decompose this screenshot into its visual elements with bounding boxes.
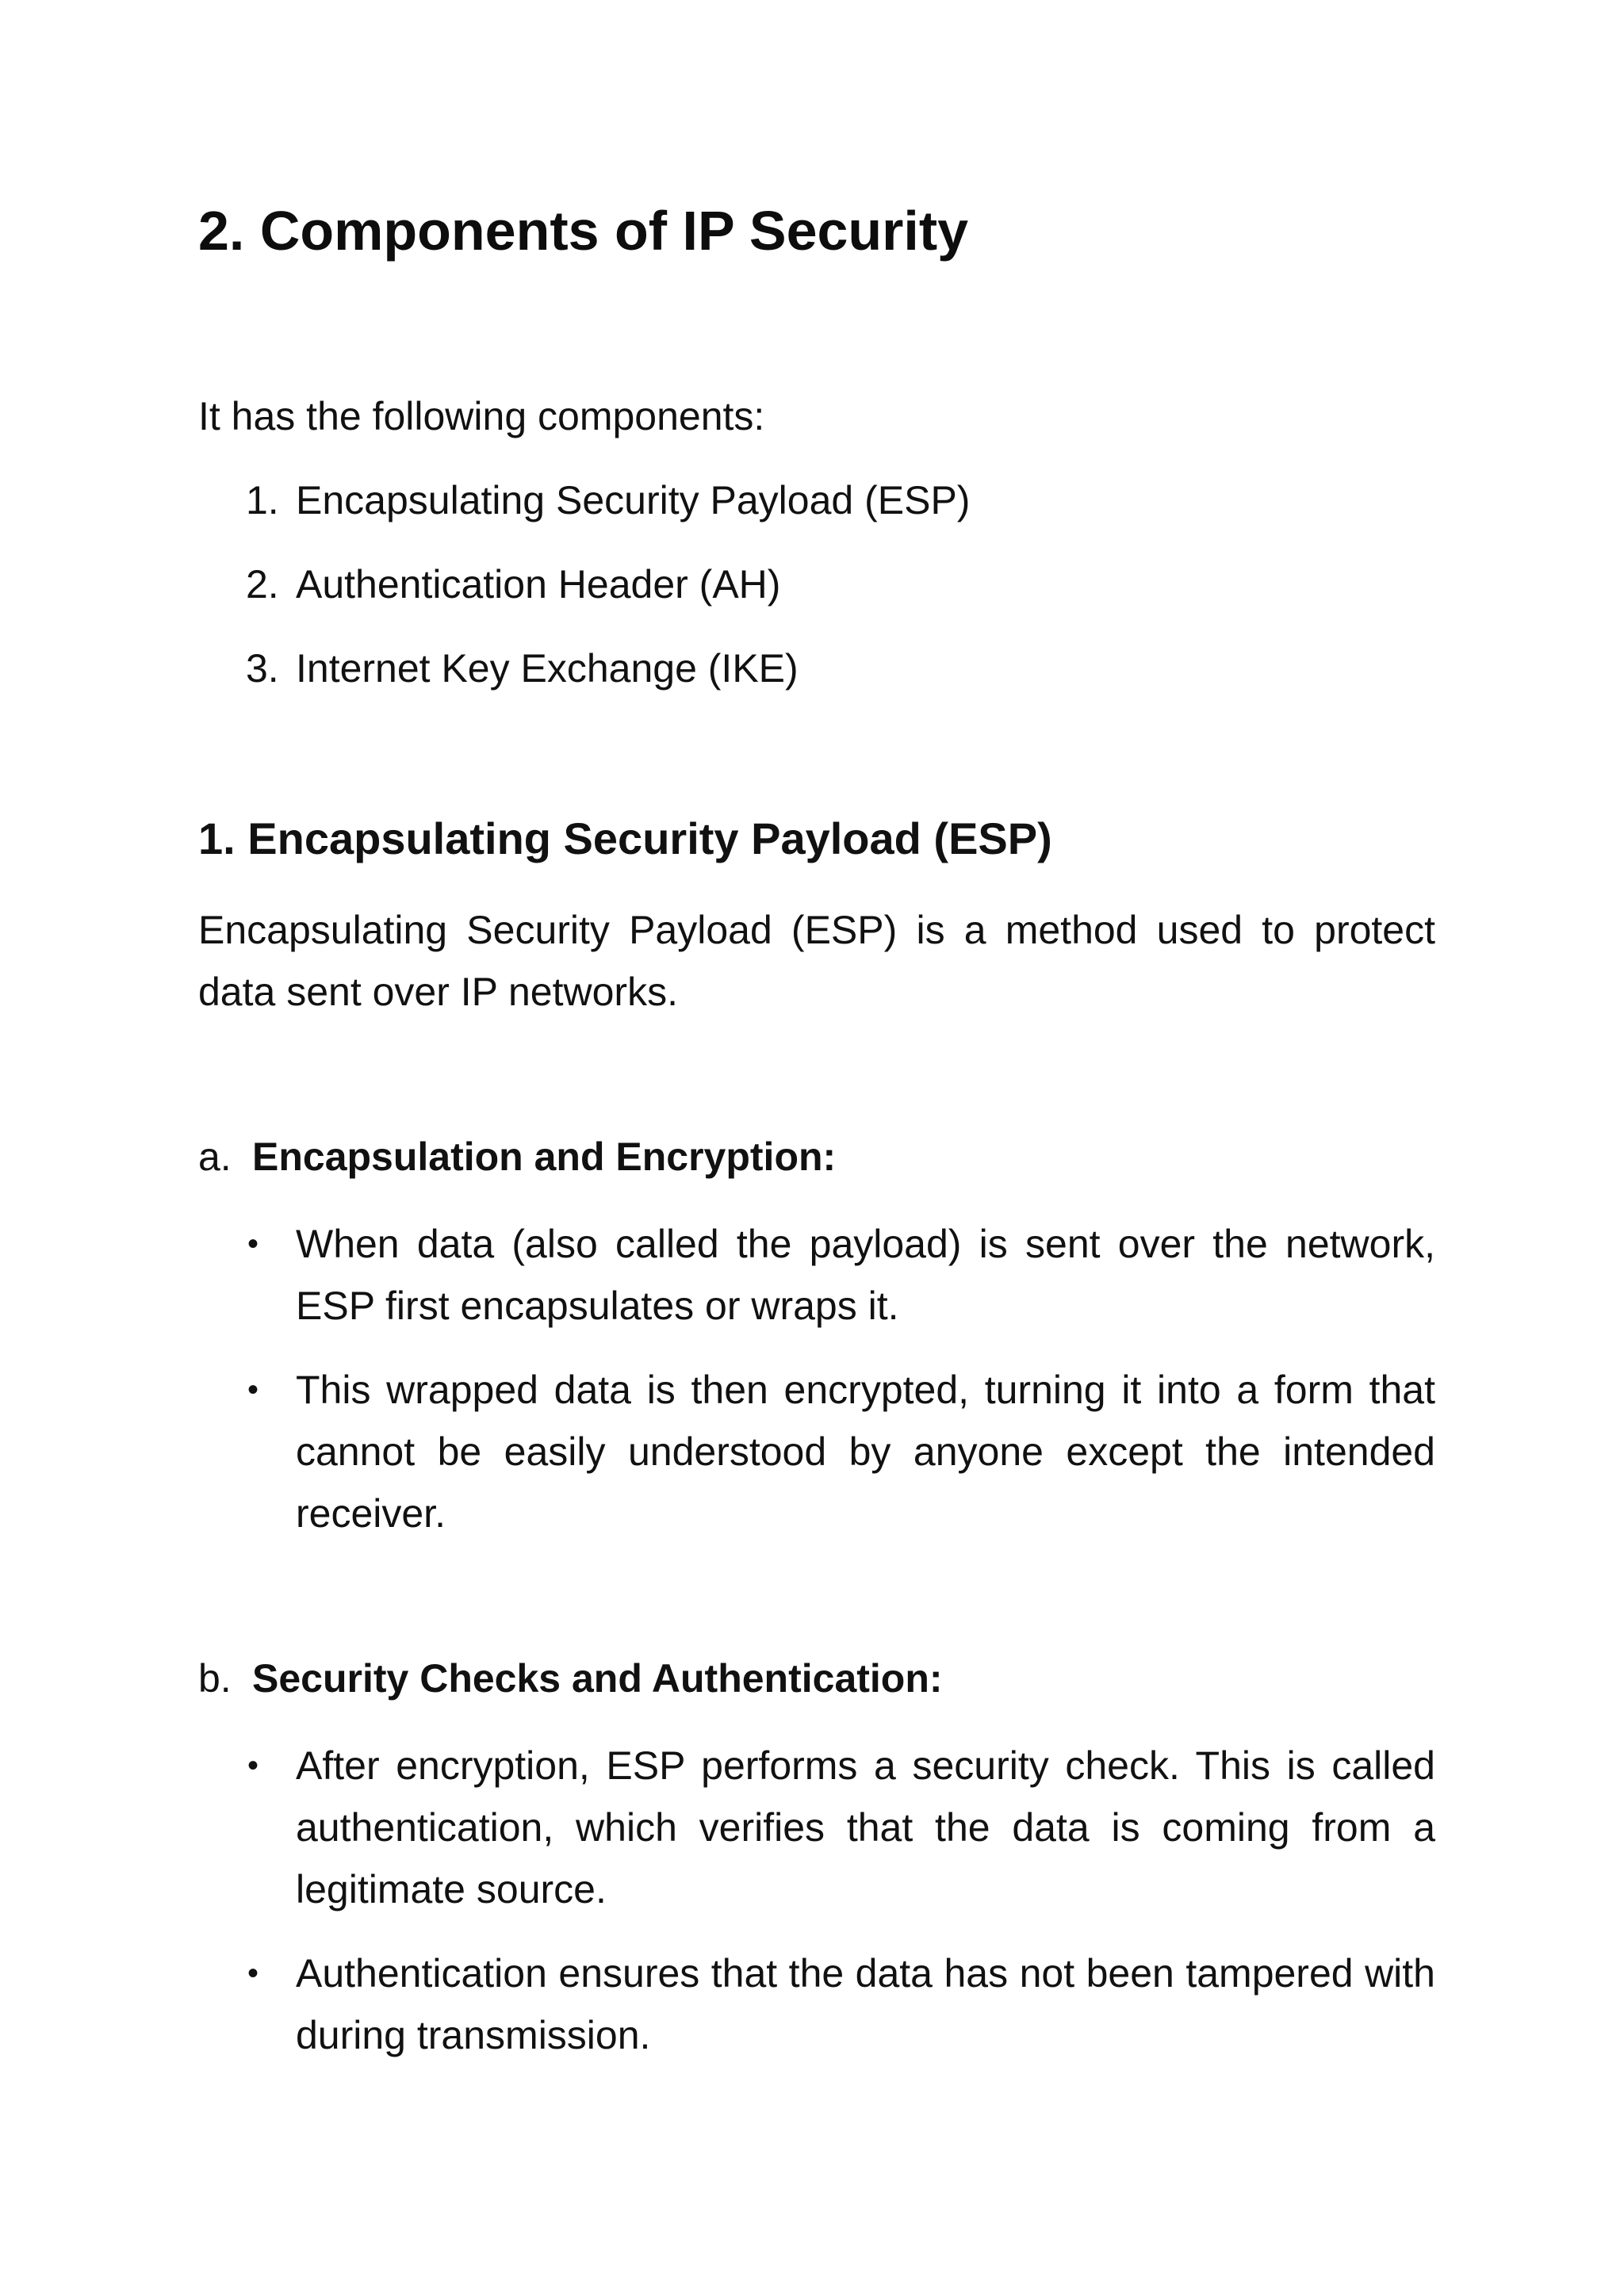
list-item [198,1359,1435,1544]
esp-description: Encapsulating Security Payload (ESP) is a method used to protect data sent over IP networks. [198,908,1435,1014]
list-item-label: Encapsulating Security Payload (ESP) [296,478,971,522]
list-item-number: 3. [246,646,279,691]
authentication-bullet-list [198,1735,1435,2088]
subsection-title: Security Checks and Authentication: [252,1656,943,1701]
list-item [198,1942,1435,2066]
esp-section-heading: 1. Encapsulating Security Payload (ESP) [198,813,1052,863]
page-title: 2. Components of IP Security [198,200,969,262]
list-item [198,1213,1435,1337]
bullet-text: This wrapped data is then encrypted, turning it into a form that cannot be easily understood by anyone except the intended receiver. [296,1368,1435,1536]
bullet-text: When data (also called the payload) is sent over the network, ESP first encapsulates or wraps it. [296,1222,1435,1328]
subsection-heading-encapsulation [198,1129,836,1184]
list-item [198,1735,1435,1920]
subsection-heading-authentication [198,1651,943,1706]
subsection-letter: a. [198,1135,232,1179]
bullet-dot-icon: • [247,1226,259,1261]
bullet-dot-icon: • [247,1372,259,1407]
list-item-label: Authentication Header (AH) [296,562,781,607]
bullet-dot-icon: • [247,1956,259,1991]
intro-text: It has the following components: [198,394,765,438]
list-item-number: 1. [246,478,279,522]
encapsulation-bullet-list [198,1213,1435,1567]
bullet-text: Authentication ensures that the data has not been tampered with during transmission. [296,1951,1435,2057]
list-item-label: Internet Key Exchange (IKE) [296,646,799,691]
list-item-number: 2. [246,562,279,607]
subsection-letter: b. [198,1656,232,1701]
bullet-text: After encryption, ESP performs a security check. This is called authentication, which verifies that the data is coming from a legitimate source. [296,1743,1435,1911]
subsection-title: Encapsulation and Encryption: [252,1135,837,1179]
bullet-dot-icon: • [247,1748,259,1783]
